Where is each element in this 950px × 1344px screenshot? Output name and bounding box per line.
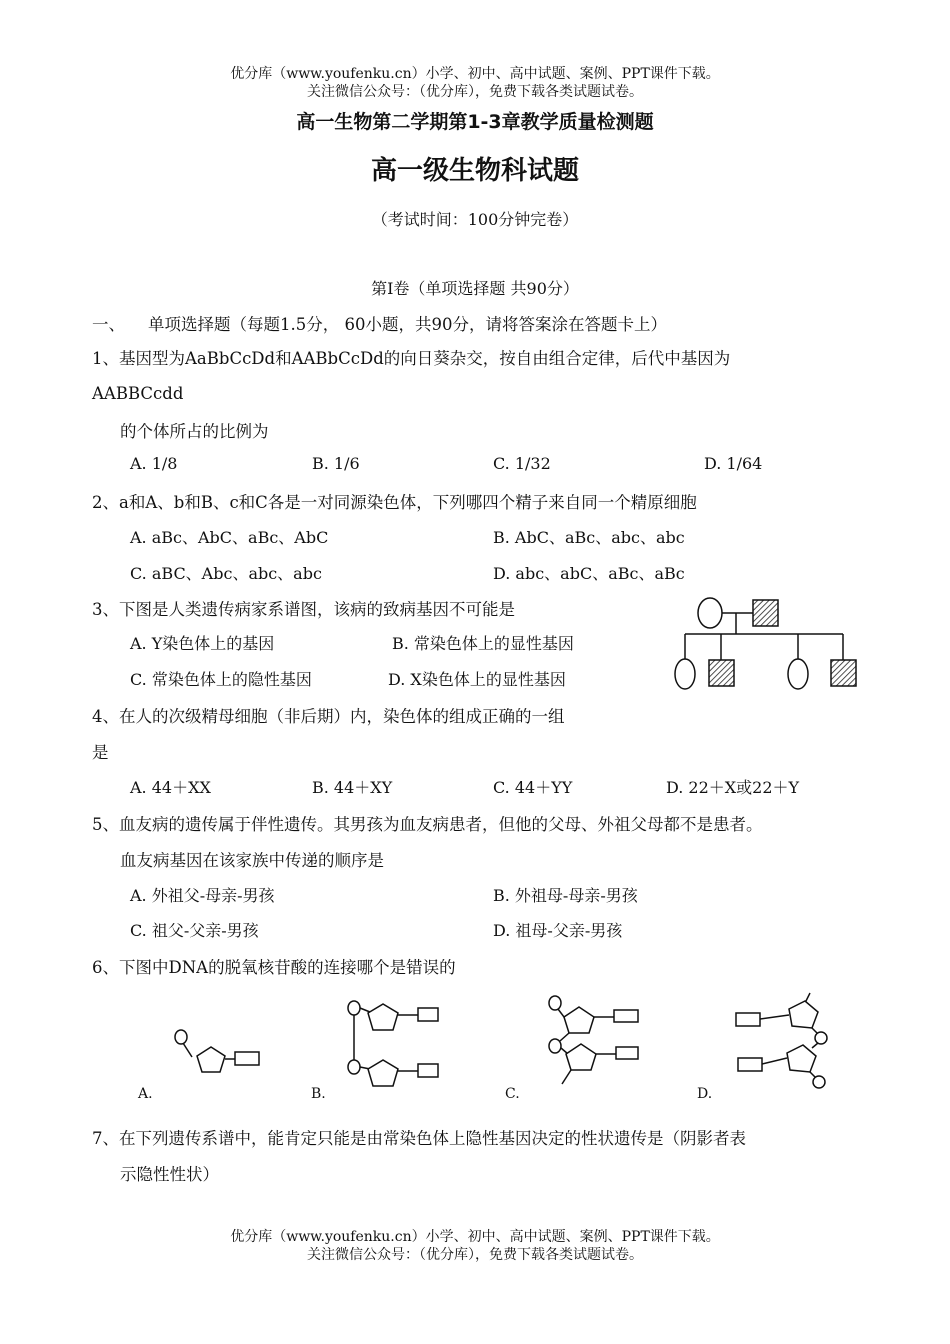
q3-option-c[interactable]: C. 常染色体上的隐性基因 <box>130 670 312 689</box>
pedigree-father-affected <box>753 600 778 626</box>
q4-stem-line1: 4、在人的次级精母细胞（非后期）内，染色体的组成正确的一组 <box>92 707 565 726</box>
q7-stem-line2: 示隐性性状） <box>120 1165 219 1184</box>
q4-option-b[interactable]: B. 44＋XY <box>312 778 393 797</box>
q2-option-b[interactable]: B. AbC、aBc、abc、abc <box>493 528 685 547</box>
pedigree-son-1-affected <box>709 660 734 686</box>
q6-option-d[interactable]: D. <box>697 1086 713 1102</box>
q5-option-a[interactable]: A. 外祖父-母亲-男孩 <box>130 886 275 905</box>
q3-option-a[interactable]: A. Y染色体上的基因 <box>130 634 275 653</box>
footer-line-2: 关注微信公众号：（优分库），免费下载各类试题试卷。 <box>307 1247 643 1263</box>
q1-stem-line1: 1、基因型为AaBbCcDd和AABbCcDd的向日葵杂交，按自由组合定律，后代中基因为 <box>92 349 731 368</box>
q2-option-c[interactable]: C. aBC、Abc、abc、abc <box>130 564 322 583</box>
q1-option-c[interactable]: C. 1/32 <box>493 454 551 473</box>
header-line-1: 优分库（www.youfenku.cn）小学、初中、高中试题、案例、PPT课件下载。 <box>230 66 720 82</box>
exam-time: （考试时间：100分钟完卷） <box>371 210 579 229</box>
exam-title: 高一生物第二学期第1-3章教学质量检测题 <box>296 111 654 133</box>
q3-stem: 3、下图是人类遗传病家系谱图，该病的致病基因不可能是 <box>92 600 515 619</box>
q1-option-d[interactable]: D. 1/64 <box>704 454 763 473</box>
q4-option-c[interactable]: C. 44＋YY <box>493 778 573 797</box>
q3-option-b[interactable]: B. 常染色体上的显性基因 <box>392 634 574 653</box>
pedigree-son-2-affected <box>831 660 856 686</box>
q1-stem-line2: AABBCcdd <box>92 384 184 403</box>
q1-option-a[interactable]: A. 1/8 <box>130 454 178 473</box>
section-heading: 第Ⅰ卷（单项选择题 共90分） <box>371 279 579 298</box>
q2-stem: 2、a和A、b和B、c和C各是一对同源染色体，下列哪四个精子来自同一个精原细胞 <box>92 493 697 512</box>
q6-option-b[interactable]: B. <box>311 1086 326 1102</box>
q5-stem-line1: 5、血友病的遗传属于伴性遗传。其男孩为血友病患者，但他的父母、外祖父母都不是患者。 <box>92 815 763 834</box>
exam-subtitle: 高一级生物科试题 <box>370 156 579 186</box>
q5-option-b[interactable]: B. 外祖母-母亲-男孩 <box>493 886 638 905</box>
q2-option-a[interactable]: A. aBc、AbC、aBc、AbC <box>130 528 329 547</box>
footer-line-1: 优分库（www.youfenku.cn）小学、初中、高中试题、案例、PPT课件下载。 <box>230 1229 720 1245</box>
instructions-number: 一、 <box>92 315 125 334</box>
q2-option-d[interactable]: D. abc、abC、aBc、aBc <box>493 564 685 583</box>
q4-stem-line2: 是 <box>92 743 109 762</box>
pedigree-daughter-1 <box>675 659 695 689</box>
q6-stem: 6、下图中DNA的脱氧核苷酸的连接哪个是错误的 <box>92 958 456 977</box>
q3-option-d[interactable]: D. X染色体上的显性基因 <box>388 670 566 689</box>
q1-option-b[interactable]: B. 1/6 <box>312 454 360 473</box>
header-line-2: 关注微信公众号：（优分库），免费下载各类试题试卷。 <box>307 84 643 100</box>
q7-stem-line1: 7、在下列遗传系谱中，能肯定只能是由常染色体上隐性基因决定的性状遗传是（阴影者表 <box>92 1129 746 1148</box>
dna-figure-b <box>340 995 450 1095</box>
q6-option-a[interactable]: A. <box>138 1086 153 1102</box>
dna-figure-c <box>540 990 650 1095</box>
q6-option-c[interactable]: C. <box>505 1086 520 1102</box>
q4-option-d[interactable]: D. 22＋X或22＋Y <box>666 778 800 797</box>
pedigree-diagram <box>660 590 870 700</box>
q5-option-c[interactable]: C. 祖父-父亲-男孩 <box>130 921 259 940</box>
pedigree-daughter-2 <box>788 659 808 689</box>
q5-stem-line2: 血友病基因在该家族中传递的顺序是 <box>120 851 384 870</box>
q4-option-a[interactable]: A. 44＋XX <box>130 778 211 797</box>
q5-option-d[interactable]: D. 祖母-父亲-男孩 <box>493 921 623 940</box>
dna-figure-d <box>730 990 840 1095</box>
pedigree-mother <box>698 598 722 628</box>
instructions-text: 单项选择题（每题1.5分， 60小题，共90分，请将答案涂在答题卡上） <box>148 315 667 334</box>
q1-stem-line3: 的个体所占的比例为 <box>120 422 269 441</box>
dna-figure-a <box>165 1020 265 1100</box>
